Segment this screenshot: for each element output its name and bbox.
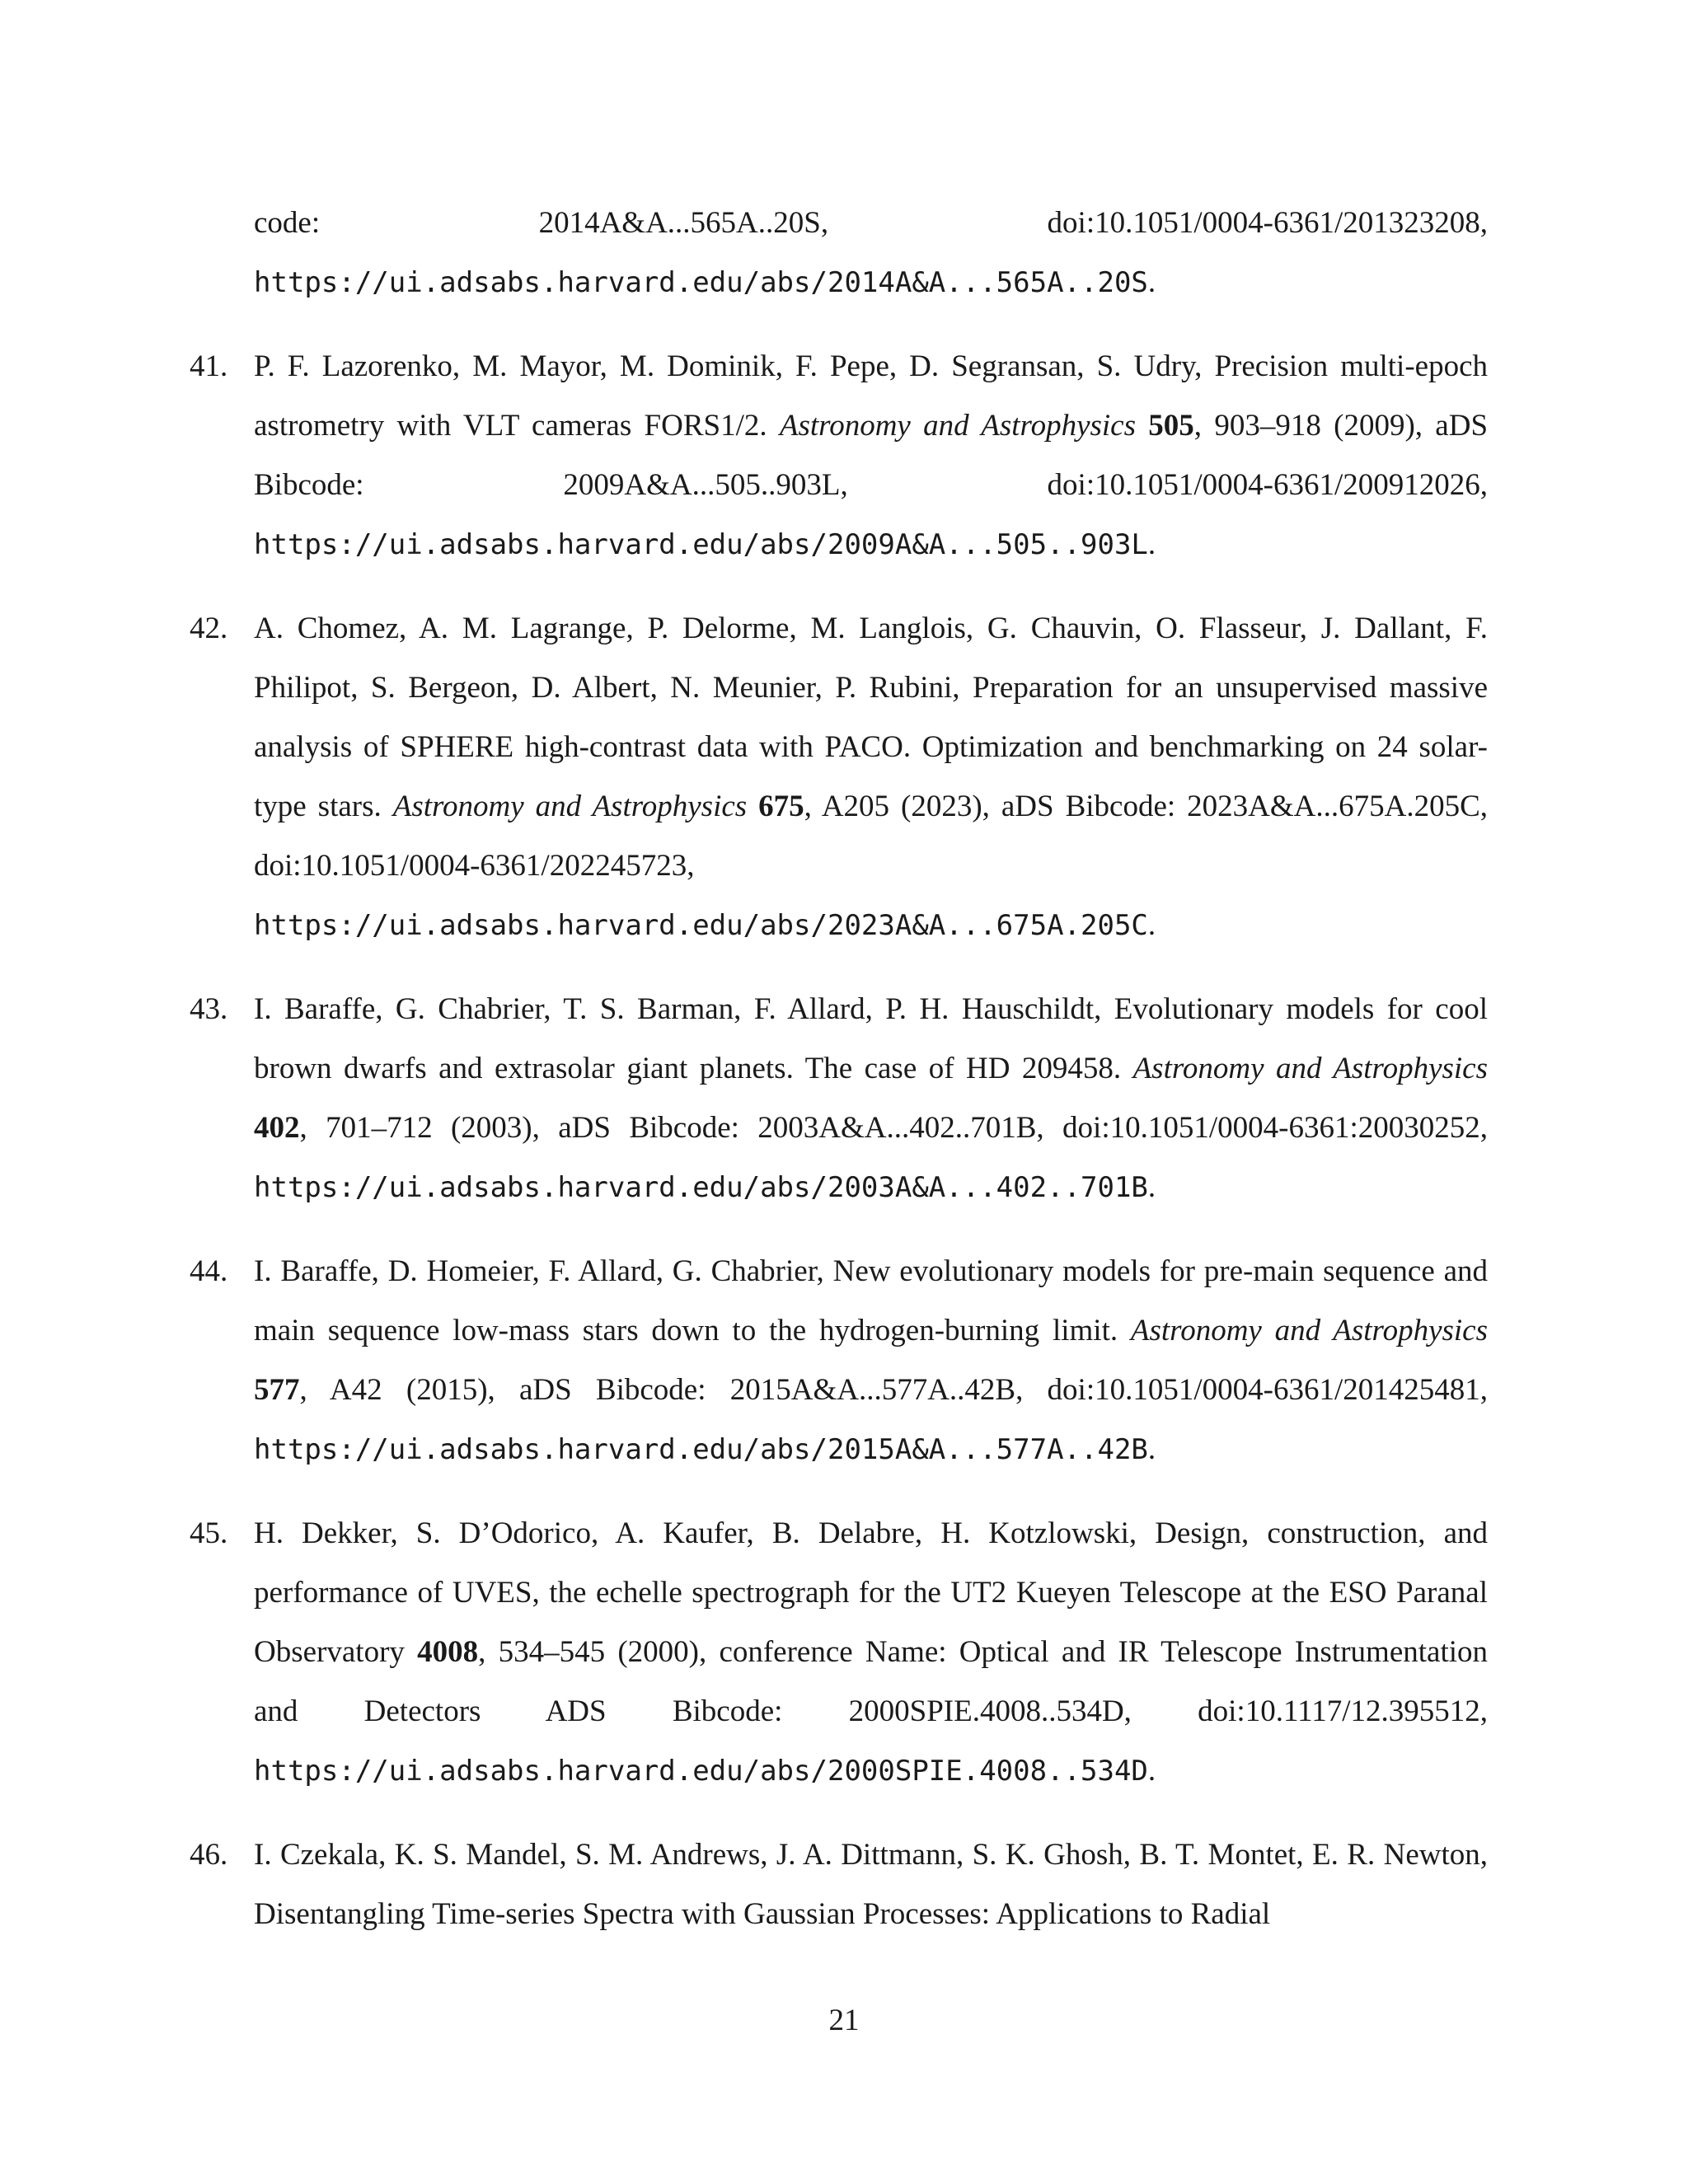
reference-item-45	[190, 1504, 1488, 1801]
reference-volume: 402	[254, 1111, 300, 1145]
reference-journal: Astronomy and Astrophysics	[779, 409, 1136, 443]
reference-end: .	[1147, 1432, 1156, 1466]
reference-url-link[interactable]: https://ui.adsabs.harvard.edu/abs/2015A&A...577A..42B	[254, 1433, 1148, 1466]
reference-authors-title: A. Chomez, A. M. Lagrange, P. Delorme, M. Langlois, G. Chauvin, O. Flasseur, J. Dallant, F. Philipot, S. Bergeon, D. Albert, N. Meunier, P. Rubini, Preparation for an unsupervised massive analysis of SPHERE high-contrast data with PACO. Optimization and benchmarking on 24 solar-type stars.	[254, 612, 1488, 823]
reference-authors-title: I. Baraffe, G. Chabrier, T. S. Barman, F. Allard, P. H. Hauschildt, Evolutionary models for cool brown dwarfs and extrasolar giant planets. The case of HD 209458.	[254, 992, 1488, 1085]
reference-volume: 675	[758, 790, 804, 823]
reference-item-continued	[190, 194, 1488, 312]
reference-volume: 577	[254, 1373, 300, 1407]
reference-url-link[interactable]: https://ui.adsabs.harvard.edu/abs/2000SPIE.4008..534D	[254, 1755, 1148, 1788]
reference-rest: code: 2014A&A...565A..20S, doi:10.1051/0004-6361/201323208,	[254, 206, 1488, 240]
reference-url-link[interactable]: https://ui.adsabs.harvard.edu/abs/2009A&A...505..903L	[254, 528, 1148, 561]
reference-number: 42.	[190, 612, 228, 645]
reference-rest: , 534–545 (2000), conference Name: Optical and IR Telescope Instrumentation and Detectors ADS Bibcode: 2000SPIE.4008..534D, doi:10.1117/12.395512,	[254, 1635, 1489, 1728]
reference-rest: , 701–712 (2003), aDS Bibcode: 2003A&A...402..701B, doi:10.1051/0004-6361:20030252,	[299, 1111, 1488, 1145]
reference-url-link[interactable]: https://ui.adsabs.harvard.edu/abs/2023A&A...675A.205C	[254, 909, 1148, 942]
reference-journal: Astronomy and Astrophysics	[1132, 1052, 1488, 1085]
reference-number: 44.	[190, 1254, 228, 1288]
reference-rest: , 903–918 (2009), aDS Bibcode: 2009A&A...505..903L, doi:10.1051/0004-6361/200912026,	[254, 409, 1489, 502]
reference-journal: Astronomy and Astrophysics	[1130, 1314, 1488, 1347]
reference-authors-title: I. Czekala, K. S. Mandel, S. M. Andrews, J. A. Dittmann, S. K. Ghosh, B. T. Montet, E. R. Newton, Disentangling Time-series Spectra with Gaussian Processes: Applications to Radial	[254, 1838, 1488, 1931]
reference-end: .	[1147, 265, 1156, 299]
reference-authors-title: I. Baraffe, D. Homeier, F. Allard, G. Chabrier, New evolutionary models for pre-main sequence and main sequence low-mass stars down to the hydrogen-burning limit.	[254, 1254, 1488, 1347]
reference-end: .	[1147, 908, 1156, 942]
reference-number: 41.	[190, 349, 228, 383]
reference-rest: , A205 (2023), aDS Bibcode: 2023A&A...675A.205C, doi:10.1051/0004-6361/202245723,	[254, 790, 1489, 883]
reference-rest: , A42 (2015), aDS Bibcode: 2015A&A...577A..42B, doi:10.1051/0004-6361/201425481,	[299, 1373, 1488, 1407]
reference-authors-title: P. F. Lazorenko, M. Mayor, M. Dominik, F. Pepe, D. Segransan, S. Udry, Precision multi-epoch astrometry with VLT cameras FORS1/2.	[254, 349, 1488, 443]
reference-item-41	[190, 337, 1488, 574]
page-number: 21	[828, 2004, 860, 2037]
reference-end: .	[1147, 527, 1156, 561]
reference-journal: Astronomy and Astrophysics	[392, 790, 748, 823]
reference-url-link[interactable]: https://ui.adsabs.harvard.edu/abs/2014A&A...565A..20S	[254, 266, 1148, 299]
reference-authors-title: H. Dekker, S. D’Odorico, A. Kaufer, B. Delabre, H. Kotzlowski, Design, construction, and performance of UVES, the echelle spectrograph for the UT2 Kueyen Telescope at the ESO Paranal Observatory	[254, 1516, 1488, 1669]
reference-number: 43.	[190, 992, 228, 1026]
reference-number: 46.	[190, 1838, 228, 1872]
reference-item-42	[190, 599, 1488, 955]
reference-volume: 505	[1148, 409, 1194, 443]
reference-item-44	[190, 1242, 1488, 1479]
reference-list	[190, 194, 1488, 1969]
reference-item-43	[190, 980, 1488, 1217]
reference-number: 45.	[190, 1516, 228, 1550]
reference-end: .	[1147, 1754, 1156, 1788]
reference-url-link[interactable]: https://ui.adsabs.harvard.edu/abs/2003A&A...402..701B	[254, 1171, 1148, 1204]
reference-item-46	[190, 1825, 1488, 1944]
reference-end: .	[1147, 1170, 1156, 1204]
reference-volume: 4008	[417, 1635, 479, 1669]
